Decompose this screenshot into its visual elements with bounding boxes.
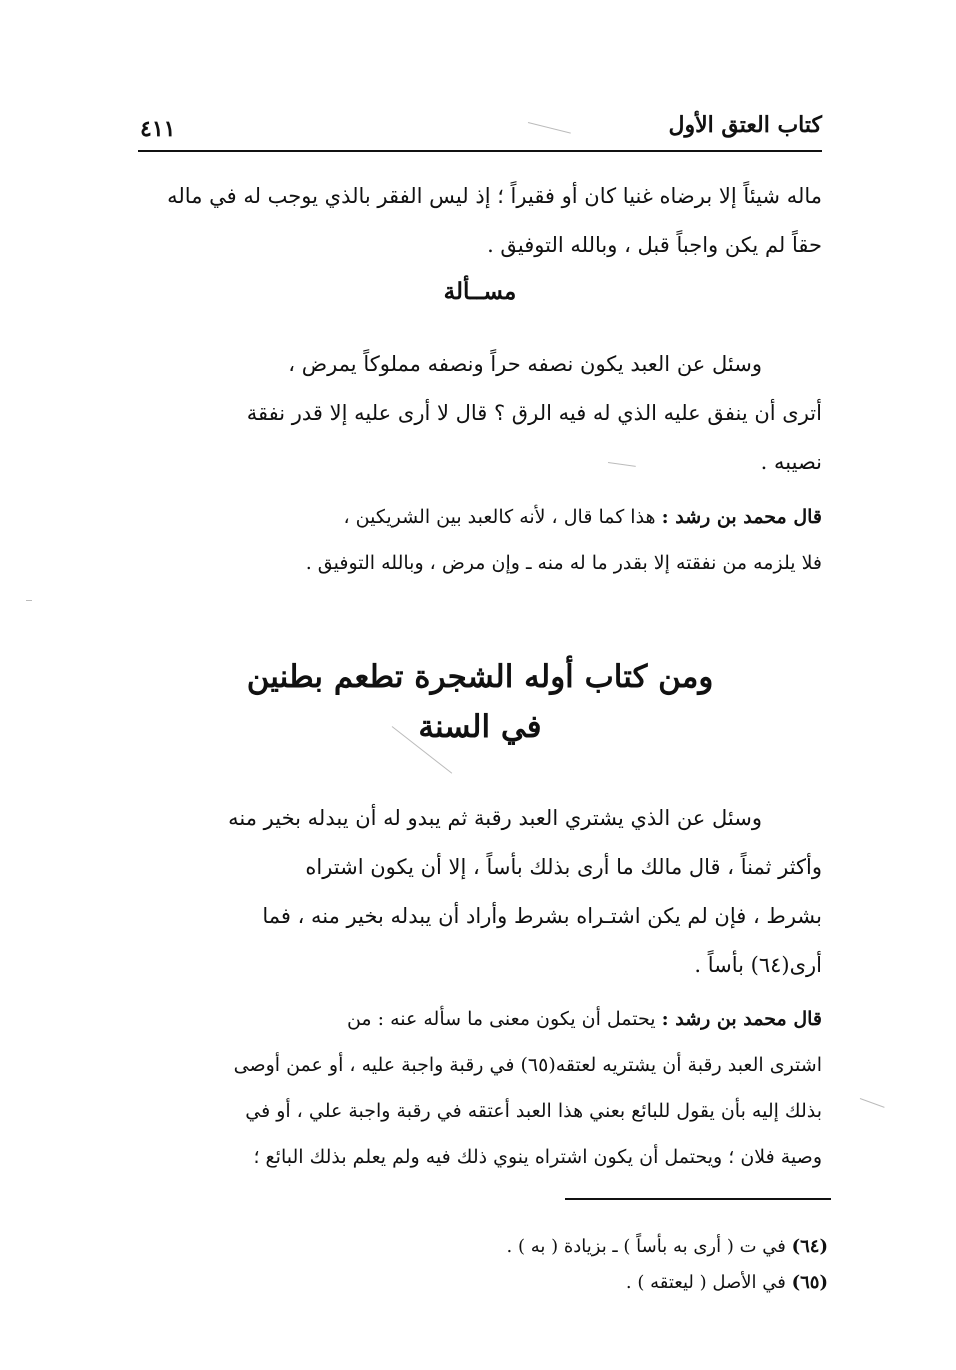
footnote-text: في ت ( أرى به بأساً ) ـ بزيادة ( به ) .: [506, 1236, 786, 1257]
question-line: وسئل عن العبد يكون نصفه حراً ونصفه مملوكاً يمرض ،: [288, 352, 762, 376]
intro-paragraph: [136, 172, 822, 270]
footnote-text: في الأصل ( ليعتقه ) .: [625, 1272, 786, 1293]
section-heading: مســألة: [443, 278, 517, 305]
commentary-text: هذا كما قال ، لأنه كالعبد بين الشريكين ،: [343, 506, 656, 528]
commentary-line: [136, 996, 822, 1042]
question-line: أترى أن ينفق عليه الذي له فيه الرق ؟ قال لا أرى عليه إلا قدر نفقة: [246, 401, 822, 425]
commentary-text: يحتمل أن يكون معنى ما سأله عنه : من: [346, 1008, 656, 1030]
section-2-commentary: [136, 996, 822, 1180]
header-rule: [138, 150, 822, 152]
question-line: نصيبه .: [760, 450, 822, 474]
section-1-commentary: [136, 494, 822, 586]
question-line: بشرط ، فإن لم يكن اشتـراه بشرط وأراد أن يبدله بخير منه ، فما: [262, 904, 822, 928]
chapter-title: [138, 652, 822, 752]
question-line: أرى(٦٤) بأساً .: [694, 953, 822, 977]
footnote: [507, 1230, 828, 1264]
footnote: [626, 1266, 828, 1300]
section-2-question: [136, 794, 822, 990]
intro-line: حقاً لم يكن واجباً قبل ، وبالله التوفيق .: [487, 233, 822, 257]
chapter-title-line: ومن كتاب أوله الشجرة تطعم بطنين: [246, 659, 714, 695]
commentary-line: [136, 494, 822, 540]
scan-mark: [860, 1098, 885, 1108]
scan-mark: [528, 122, 571, 134]
chapter-title-line: في السنة: [418, 709, 542, 745]
intro-line: ماله شيئاً إلا برضاه غنيا كان أو فقيراً ؛ إذ ليس الفقر بالذي يوجب له في ماله: [167, 184, 822, 208]
commentary-line: اشترى العبد رقبة أن يشتريه لعتقه(٦٥) في رقبة واجبة عليه ، أو عمن أوصى: [233, 1054, 822, 1076]
commentary-speaker: قال محمد بن رشد :: [661, 506, 822, 528]
footnote-rule: [565, 1198, 831, 1200]
commentary-line: وصية فلان ؛ ويحتمل أن يكون اشتراه ينوي ذلك فيه ولم يعلم بذلك البائع ؛: [253, 1146, 822, 1168]
question-line: وأكثر ثمناً ، قال مالك ما أرى بذلك بأساً ، إلا أن يكون اشتراه: [305, 855, 822, 879]
footnote-marker: (٦٤): [791, 1236, 828, 1257]
scan-mark: [26, 600, 32, 601]
running-header-title: كتاب العتق الأول: [668, 112, 822, 138]
question-line: وسئل عن الذي يشتري العبد رقبة ثم يبدو له أن يبدله بخير منه: [228, 806, 762, 830]
section-1-question: [136, 340, 822, 487]
page-number: ٤١١: [140, 116, 176, 142]
footnote-marker: (٦٥): [791, 1272, 828, 1293]
commentary-speaker: قال محمد بن رشد :: [661, 1008, 822, 1030]
commentary-line: بذلك إليه بأن يقول للبائع بعني هذا العبد أعتقه في رقبة واجبة علي ، أو في: [245, 1100, 822, 1122]
commentary-line: فلا يلزمه من نفقته إلا بقدر ما له منه ـ وإن مرض ، وبالله التوفيق .: [305, 552, 822, 574]
